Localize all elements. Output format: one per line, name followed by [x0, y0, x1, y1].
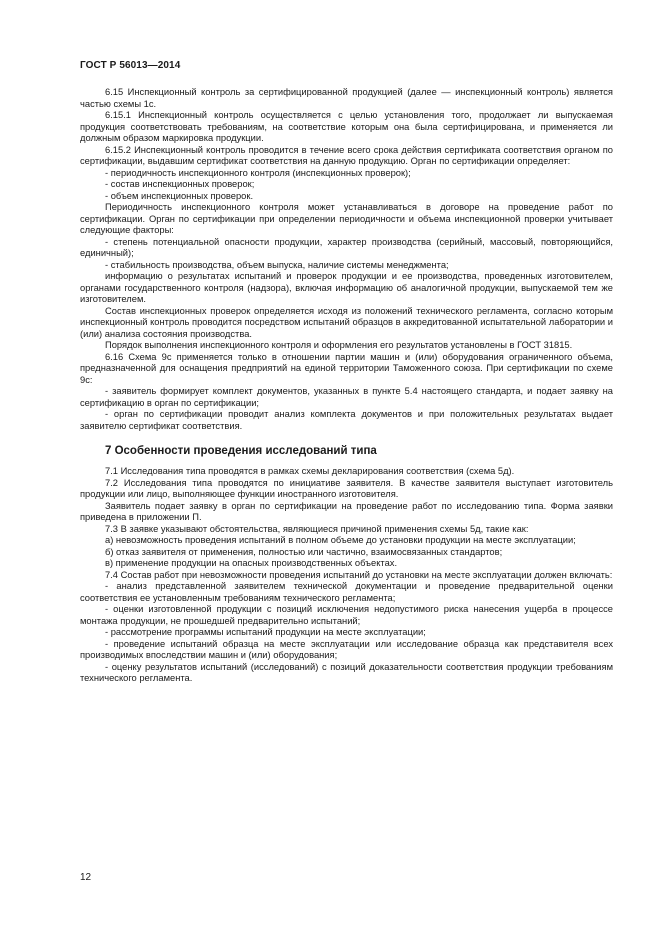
list-item: - периодичность инспекционного контроля (инспекционных проверок); [105, 167, 411, 178]
list-item: - степень потенциальной опасности продукции, характер производства (серийный, массовый, повторяющийся, единичный); [80, 236, 613, 258]
list-item: - рассмотрение программы испытаний продукции на месте эксплуатации; [105, 627, 426, 637]
paragraph: Заявитель подает заявку в орган по сертификации на проведение работ по исследованию типа. Форма заявки приведена в приложении П. [80, 500, 613, 522]
list-item: - стабильность производства, объем выпуска, наличие системы менеджмента; [105, 259, 449, 270]
list-item: - состав инспекционных проверок; [105, 179, 255, 189]
paragraph: Порядок выполнения инспекционного контроля и оформления его результатов установлены в ГОСТ 31815. [105, 340, 573, 350]
paragraph: б) отказ заявителя от применения, полностью или частично, взаимосвязанных стандартов; [105, 546, 503, 557]
page-number: 12 [80, 872, 92, 883]
list-item: - проведение испытаний образца на месте эксплуатации или исследование образца как представителя всех производимых впоследствии машин и (или) оборудования; [80, 638, 613, 660]
paragraph: 7.1 Исследования типа проводятся в рамках схемы декларирования соответствия (схема 5д). [105, 466, 515, 476]
section-heading: 7 Особенности проведения исследований типа [105, 445, 377, 457]
list-item: - оценки изготовленной продукции с позиций исключения недопустимого риска нанесения ущерба в процессе монтажа продукции, не прошедшей предварительно испытаний; [80, 604, 613, 626]
document-body [80, 87, 613, 685]
paragraph: а) невозможность проведения испытаний в полном объеме до установки продукции на месте эксплуатации; [105, 535, 576, 545]
paragraph: 6.15.1 Инспекционный контроль осуществляется с целью установления того, продолжает ли выпускаемая продукция соответствовать требованиям, на соответствие которым она была сертифицирована, и применяется ли должным образом маркировка продукции. [80, 110, 613, 143]
paragraph: Периодичность инспекционного контроля может устанавливаться в договоре на проведение работ по сертификации. Орган по сертификации при определении периодичности и объема инспекционной проверки учитывает следующие факторы: [80, 202, 613, 235]
paragraph: информацию о результатах испытаний и проверок продукции и ее производства, проведенных изготовителем, органами государственного контроля (надзора), включая информацию об аналогичной продукции, выпускаемой тем же изготовителем. [80, 271, 613, 304]
paragraph: Состав инспекционных проверок определяется исходя из положений технического регламента, согласно которым инспекционный контроль проводится посредством испытаний образцов в аккредитованной испытательной лаборатории и (или) анализа состояния производства. [80, 305, 613, 339]
list-item: - объем инспекционных проверок. [105, 190, 254, 201]
paragraph: 7.2 Исследования типа проводятся по инициативе заявителя. В качестве заявителя выступает изготовитель продукции или лицо, выполняющее функции иностранного изготовителя. [80, 477, 613, 499]
list-item: - оценку результатов испытаний (исследований) с позиций доказательности соответствия продукции требованиям технического регламента. [80, 661, 613, 683]
standard-designation: ГОСТ Р 56013—2014 [80, 60, 181, 71]
paragraph: 6.15 Инспекционный контроль за сертифицированной продукцией (далее — инспекционный контроль) является частью схемы 1с. [80, 87, 613, 109]
list-item: - заявитель формирует комплект документов, указанных в пункте 5.4 настоящего стандарта, и подает заявку на сертификацию в орган по сертификации; [80, 386, 613, 408]
paragraph: 6.16 Схема 9с применяется только в отношении партии машин и (или) оборудования ограниченного объема, предназначенной для оснащения предприятий на единой территории Таможенного союза. При сертификации по схеме 9с: [80, 351, 613, 385]
list-item: - орган по сертификации проводит анализ комплекта документов и при положительных результатах выдает заявителю сертификат соответствия. [80, 409, 613, 431]
paragraph: 6.15.2 Инспекционный контроль проводится в течение всего срока действия сертификата соответствия органом по сертификации, выдавшим сертификат соответствия на данную продукцию. Орган по сертификации определяет: [80, 144, 613, 166]
list-item: - анализ представленной заявителем технической документации и проведение предварительной оценки соответствия ее установленным требованиям технического регламента; [80, 581, 613, 603]
paragraph: 7.3 В заявке указывают обстоятельства, являющиеся причиной применения схемы 5д, такие как: [105, 523, 529, 534]
paragraph: 7.4 Состав работ при невозможности проведения испытаний до установки на месте эксплуатации должен включать: [105, 569, 613, 580]
paragraph: в) применение продукции на опасных производственных объектах. [105, 558, 398, 568]
